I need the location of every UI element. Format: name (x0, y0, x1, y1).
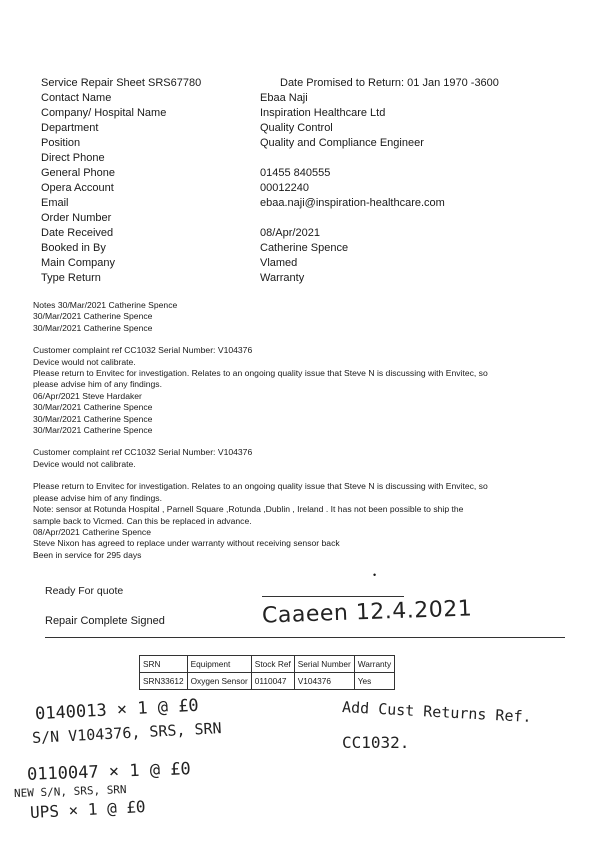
field-value: Ebaa Naji (260, 92, 308, 104)
note-line: Customer complaint ref CC1032 Serial Number: V104376 (33, 345, 253, 356)
column-header: Warranty (354, 656, 394, 673)
note-line: Steve Nixon has agreed to replace under warranty without receiving sensor back (33, 538, 340, 549)
note-line: 30/Mar/2021 Catherine Spence (33, 402, 153, 413)
note-line: 30/Mar/2021 Catherine Spence (33, 413, 153, 424)
field-row (41, 196, 561, 211)
field-label: Position (41, 137, 81, 149)
handwritten-note: 0110047 × 1 @ £0 (26, 759, 192, 785)
sheet-title: Service Repair Sheet SRS67780 (41, 77, 202, 89)
signature-line (45, 637, 565, 638)
table-cell: SRN33612 (140, 673, 188, 690)
column-header: SRN (140, 656, 188, 673)
note-line: 30/Mar/2021 Catherine Spence (33, 425, 153, 436)
field-row (41, 136, 561, 151)
field-row (41, 121, 561, 136)
field-value: Quality and Compliance Engineer (260, 137, 424, 149)
column-header: Stock Ref (251, 656, 294, 673)
note-line: Been in service for 295 days (33, 549, 142, 560)
field-label: Email (41, 197, 69, 209)
note-line: sample back to Vicmed. Can this be replaced in advance. (33, 515, 252, 526)
field-value: Catherine Spence (260, 242, 349, 254)
field-label: Date Received (41, 227, 114, 239)
repair-complete-label: Repair Complete Signed (45, 615, 165, 627)
field-label: Booked in By (41, 242, 106, 254)
note-line: 08/Apr/2021 Catherine Spence (33, 526, 152, 537)
ready-signature-line (262, 596, 404, 597)
table-cell: Yes (354, 673, 394, 690)
handwritten-note: S/N V104376, SRS, SRN (31, 719, 222, 747)
note-line: Device would not calibrate. (33, 356, 136, 367)
field-row (41, 211, 561, 226)
handwritten-note: UPS × 1 @ £0 (29, 796, 147, 823)
ready-for-quote-label: Ready For quote (45, 585, 124, 597)
date-promised: Date Promised to Return: 01 Jan 1970 -3600 (280, 77, 499, 89)
handwritten-note: NEW S/N, SRS, SRN (13, 783, 127, 800)
handwritten-signature: Caaeen 12.4.2021 (261, 596, 473, 629)
table-header-row (140, 656, 395, 673)
handwritten-note: 0140013 × 1 @ £0 (34, 695, 200, 725)
field-row (41, 91, 561, 106)
field-row (41, 241, 561, 256)
note-line: please advise him of any findings. (33, 379, 162, 390)
field-row (41, 106, 561, 121)
field-value: Warranty (260, 272, 305, 284)
field-row (41, 256, 561, 271)
tick-mark-icon: • (373, 570, 377, 580)
note-line: Notes 30/Mar/2021 Catherine Spence (33, 300, 178, 310)
field-label: Department (41, 122, 99, 134)
field-label: Order Number (41, 212, 112, 224)
note-line: 06/Apr/2021 Steve Hardaker (33, 390, 142, 401)
field-value: 08/Apr/2021 (260, 227, 320, 239)
note-line: 30/Mar/2021 Catherine Spence (33, 322, 153, 333)
field-value: 00012240 (260, 182, 309, 194)
email-value: ebaa.naji@inspiration-healthcare.com (260, 197, 445, 209)
field-row (41, 181, 561, 196)
column-header: Equipment (187, 656, 251, 673)
header-row (41, 76, 561, 91)
field-label: Type Return (41, 272, 101, 284)
note-line: please advise him of any findings. (33, 492, 162, 503)
contact-details (41, 76, 561, 286)
table-cell: V104376 (294, 673, 354, 690)
field-value: Quality Control (260, 122, 333, 134)
field-value: 01455 840555 (260, 167, 331, 179)
field-label: Opera Account (41, 182, 114, 194)
note-line: Device would not calibrate. (33, 458, 136, 469)
parts-table (139, 655, 395, 690)
column-header: Serial Number (294, 656, 354, 673)
handwritten-note: CC1032. (342, 733, 410, 752)
field-value: Inspiration Healthcare Ltd (260, 107, 386, 119)
field-row (41, 166, 561, 181)
note-line: Customer complaint ref CC1032 Serial Number: V104376 (33, 447, 253, 458)
field-label: Company/ Hospital Name (41, 107, 167, 119)
note-line: Please return to Envitec for investigation. Relates to an ongoing quality issue that Steve N is discussing with Envitec, so (33, 368, 488, 379)
field-label: Contact Name (41, 92, 112, 104)
table-row (140, 673, 395, 690)
field-row (41, 271, 561, 286)
note-line: Note: sensor at Rotunda Hospital , Parnell Square ,Rotunda ,Dublin , Ireland . It has not been possible to ship the (33, 504, 464, 515)
note-line: 30/Mar/2021 Catherine Spence (33, 311, 153, 322)
table-cell: Oxygen Sensor (187, 673, 251, 690)
table-cell: 0110047 (251, 673, 294, 690)
note-line: Please return to Envitec for investigation. Relates to an ongoing quality issue that Steve N is discussing with Envitec, so (33, 481, 488, 492)
field-label: General Phone (41, 167, 115, 179)
field-row (41, 151, 561, 166)
notes-section (33, 300, 578, 561)
field-value: Vlamed (260, 257, 298, 269)
field-label: Main Company (41, 257, 115, 269)
field-row (41, 226, 561, 241)
handwritten-note: Add Cust Returns Ref. (341, 698, 532, 726)
field-label: Direct Phone (41, 152, 105, 164)
